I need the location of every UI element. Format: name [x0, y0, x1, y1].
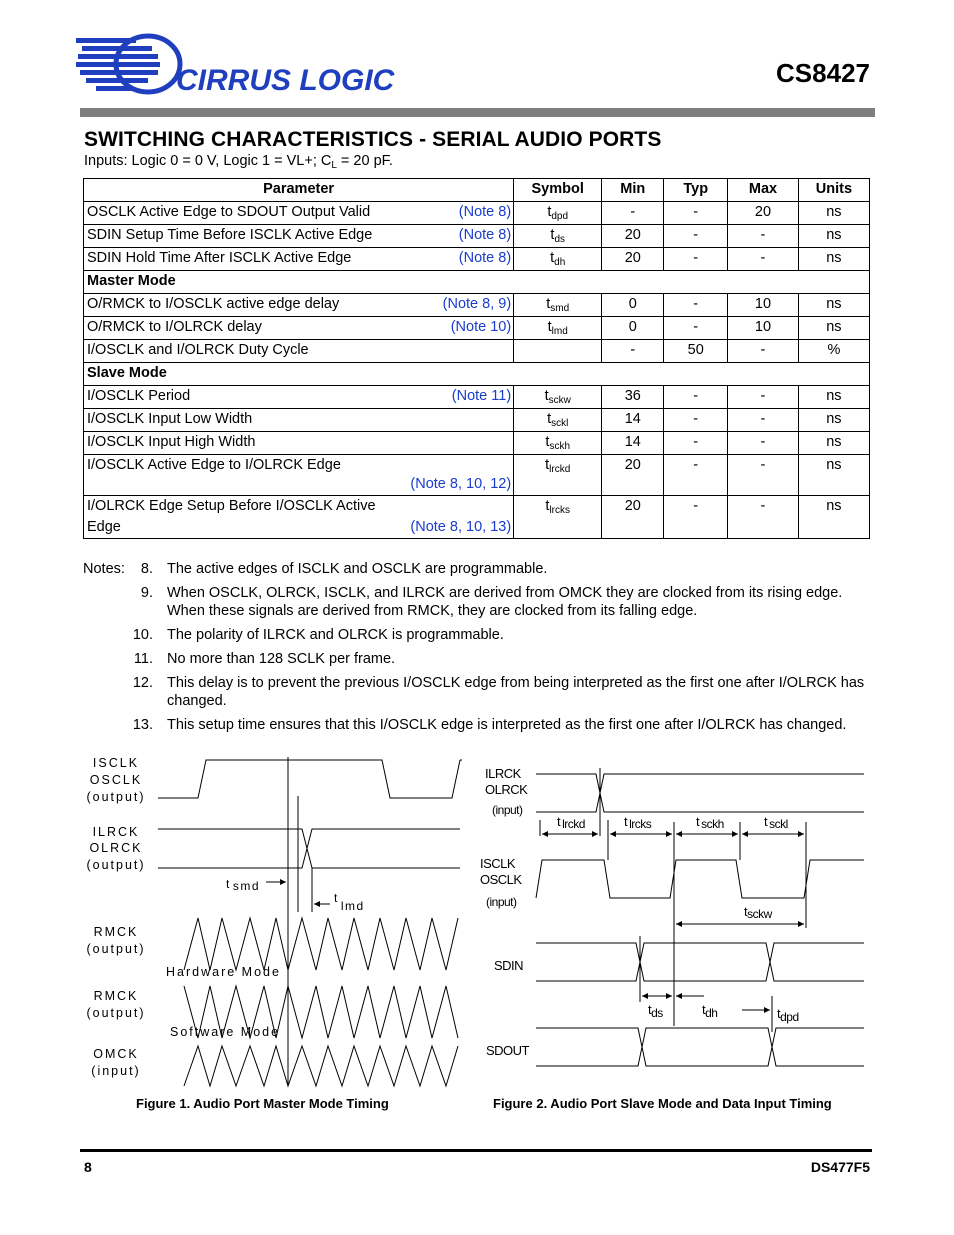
notes-label: Notes: [83, 561, 125, 577]
units-cell: ns [798, 294, 869, 317]
figure1-caption: Figure 1. Audio Port Master Mode Timing [136, 1096, 389, 1111]
fig2-tdh-label: tdh [702, 1002, 718, 1020]
test-conditions: Inputs: Logic 0 = 0 V, Logic 1 = VL+; $C_L = 20$ pF. [84, 153, 393, 171]
max-cell: 20 [728, 202, 799, 225]
note-number: 8. [140, 561, 153, 577]
header-rule [80, 108, 875, 117]
param-cell: I/OSCLK Input Low Width [84, 409, 408, 432]
note-text: This delay is to prevent the previous I/OSCLK edge from being interpreted as the first one after I/OLRCK has changed. [167, 675, 865, 709]
fig2-label-input1: (input) [492, 803, 523, 817]
symbol-cell: $t_{smd}$ [514, 294, 602, 317]
note-text: This setup time ensures that this I/OSCLK edge is interpreted as the first one after I/OLRCK has changed. [167, 717, 847, 733]
cirrus-logic-logo [76, 34, 395, 98]
note-number: 13. [132, 717, 153, 733]
param-cell: I/OLRCK Edge Setup Before I/OSCLK Active Edge [84, 496, 408, 539]
fig2-label-isclk: ISCLK [480, 856, 516, 871]
note-link[interactable]: (Note 8) [458, 204, 512, 220]
col-header-typ: Typ [664, 179, 728, 202]
note-text: The polarity of ILRCK and OLRCK is programmable. [167, 627, 504, 643]
typ-cell: - [664, 409, 728, 432]
units-cell: ns [798, 496, 869, 539]
units-cell: ns [798, 409, 869, 432]
fig1-label-input: (input) [91, 1064, 141, 1078]
col-header-symbol: Symbol [514, 179, 602, 202]
typ-cell: - [664, 386, 728, 409]
param-cell: I/OSCLK Period [84, 386, 408, 409]
symbol-cell: $t_{lrckd}$ [514, 455, 602, 496]
max-cell: - [728, 340, 799, 363]
fig2-label-ilrck: ILRCK [485, 766, 521, 781]
fig1-label-rmck-hw: RMCK [93, 925, 139, 939]
notes-section [83, 560, 873, 740]
min-cell: 0 [602, 294, 664, 317]
fig2-sdin-waveform-b [536, 943, 864, 981]
note-item [83, 674, 873, 710]
table-row [84, 248, 870, 271]
param-cell: SDIN Hold Time After ISCLK Active Edge [84, 248, 408, 271]
fig2-label-input2: (input) [486, 895, 517, 909]
param-cell: O/RMCK to I/OLRCK delay [84, 317, 408, 340]
typ-cell: - [664, 432, 728, 455]
note-link[interactable]: (Note 8) [458, 250, 512, 266]
note-ref [407, 432, 513, 455]
table-row [84, 432, 870, 455]
col-header-units: Units [798, 179, 869, 202]
fig1-label-output1: (output) [86, 790, 146, 804]
fig2-sdout-waveform-b [536, 1028, 864, 1066]
figure1-master-mode-timing [80, 752, 480, 1092]
fig2-label-sdin: SDIN [494, 958, 524, 973]
note-ref [407, 248, 513, 271]
note-item [83, 626, 873, 644]
table-row [84, 202, 870, 225]
fig1-label-olrck: OLRCK [89, 841, 143, 855]
typ-cell: - [664, 225, 728, 248]
units-cell: % [798, 340, 869, 363]
param-cell: I/OSCLK and I/OLRCK Duty Cycle [84, 340, 408, 363]
typ-cell: 50 [664, 340, 728, 363]
fig1-rmck-hw-waveform [184, 918, 458, 970]
col-header-min: Min [602, 179, 664, 202]
note-link[interactable]: (Note 11) [451, 388, 512, 404]
fig1-label-output2: (output) [86, 858, 146, 872]
fig1-label-ilrck: ILRCK [92, 825, 140, 839]
max-cell: - [728, 386, 799, 409]
note-link[interactable]: (Note 8) [458, 227, 512, 243]
fig2-tsckl-label: t sckl [764, 814, 788, 831]
logo-text: CIRRUS LOGIC [176, 64, 395, 97]
note-text: When OSCLK, OLRCK, ISCLK, and ILRCK are derived from OMCK they are clocked from its rising edge. When these signals are derived from RMCK, they are clocked from its falling edge. [167, 585, 843, 619]
fig2-tlrckd-label: t lrckd [557, 814, 585, 831]
fig1-lrck-waveform-a [158, 829, 460, 868]
min-cell: 0 [602, 317, 664, 340]
table-row [84, 386, 870, 409]
page-number: 8 [84, 1159, 92, 1175]
param-cell: I/OSCLK Active Edge to I/OLRCK Edge [84, 455, 408, 496]
units-cell: ns [798, 455, 869, 496]
typ-cell: - [664, 202, 728, 225]
fig2-lrck-waveform-a [536, 774, 864, 812]
typ-cell: - [664, 248, 728, 271]
fig1-label-output3: (output) [86, 942, 146, 956]
table-row [84, 317, 870, 340]
fig2-label-osclk: OSCLK [480, 872, 522, 887]
document-number: DS477F5 [810, 1159, 870, 1175]
table-row [84, 294, 870, 317]
fig2-label-olrck: OLRCK [485, 782, 528, 797]
min-cell: 14 [602, 409, 664, 432]
note-ref [407, 225, 513, 248]
note-number: 9. [140, 585, 153, 601]
fig1-hardware-mode-label: Hardware Mode [166, 965, 281, 979]
max-cell: - [728, 409, 799, 432]
section-heading: Master Mode [84, 271, 870, 294]
fig2-tdpd-label: tdpd [777, 1006, 799, 1024]
min-cell: 20 [602, 225, 664, 248]
symbol-cell: $t_{ds}$ [514, 225, 602, 248]
fig1-label-output4: (output) [86, 1006, 146, 1020]
table-row [84, 455, 870, 496]
fig1-tlmd-label: tlmd [334, 891, 365, 913]
col-header-max: Max [728, 179, 799, 202]
note-ref [407, 455, 513, 496]
fig2-sdin-waveform-a [536, 943, 864, 981]
note-text: No more than 128 SCLK per frame. [167, 651, 396, 667]
max-cell: - [728, 248, 799, 271]
section-heading: Slave Mode [84, 363, 870, 386]
note-link[interactable]: (Note 8, 9) [442, 296, 512, 312]
fig1-label-omck: OMCK [93, 1047, 139, 1061]
note-link[interactable]: (Note 8, 10, 13) [410, 519, 512, 535]
max-cell: - [728, 225, 799, 248]
table-row [84, 496, 870, 539]
note-number: 10. [132, 627, 153, 643]
min-cell: 14 [602, 432, 664, 455]
units-cell: ns [798, 202, 869, 225]
note-ref [407, 496, 513, 539]
units-cell: ns [798, 248, 869, 271]
part-number: CS8427 [776, 58, 870, 88]
fig1-omck-waveform [184, 1046, 458, 1086]
note-ref [407, 340, 513, 363]
fig1-label-isclk: ISCLK [92, 756, 140, 770]
table-row [84, 340, 870, 363]
section-title: SWITCHING CHARACTERISTICS - SERIAL AUDIO PORTS [84, 128, 662, 151]
fig2-sdout-waveform-a [536, 1028, 864, 1066]
max-cell: - [728, 455, 799, 496]
fig2-tds-label: tds [648, 1002, 663, 1020]
note-number: 12. [132, 675, 153, 691]
note-number: 11. [133, 651, 153, 667]
typ-cell: - [664, 455, 728, 496]
table-section-row [84, 271, 870, 294]
max-cell: - [728, 496, 799, 539]
fig2-tlrcks-label: t lrcks [624, 814, 652, 831]
typ-cell: - [664, 294, 728, 317]
symbol-cell: $t_{dpd}$ [514, 202, 602, 225]
fig2-tsckh-label: t sckh [696, 814, 724, 831]
fig1-software-mode-label: Software Mode [170, 1025, 281, 1039]
table-section-row [84, 363, 870, 386]
fig1-lrck-waveform-b [158, 829, 460, 868]
symbol-cell: $t_{dh}$ [514, 248, 602, 271]
note-ref [407, 386, 513, 409]
footer-rule [80, 1149, 872, 1152]
note-ref [407, 317, 513, 340]
param-cell: I/OSCLK Input High Width [84, 432, 408, 455]
min-cell: 36 [602, 386, 664, 409]
symbol-cell: $t_{sckh}$ [514, 432, 602, 455]
col-header-parameter: Parameter [84, 179, 514, 202]
table-row [84, 409, 870, 432]
min-cell: - [602, 340, 664, 363]
note-item [83, 716, 873, 734]
fig2-sclk-waveform [536, 860, 864, 898]
typ-cell: - [664, 496, 728, 539]
note-text: The active edges of ISCLK and OSCLK are programmable. [167, 561, 548, 577]
min-cell: 20 [602, 248, 664, 271]
symbol-cell [514, 340, 602, 363]
note-item [83, 650, 873, 668]
param-cell: O/RMCK to I/OSCLK active edge delay [84, 294, 408, 317]
fig1-label-rmck-sw: RMCK [93, 989, 139, 1003]
table-header-row [84, 179, 870, 202]
units-cell: ns [798, 386, 869, 409]
fig1-sclk-waveform [158, 760, 460, 798]
param-cell: OSCLK Active Edge to SDOUT Output Valid [84, 202, 408, 225]
min-cell: 20 [602, 496, 664, 539]
max-cell: - [728, 432, 799, 455]
note-item [83, 560, 873, 578]
max-cell: 10 [728, 317, 799, 340]
fig2-label-sdout: SDOUT [486, 1043, 529, 1058]
note-ref [407, 202, 513, 225]
fig1-label-osclk: OSCLK [89, 773, 143, 787]
switching-characteristics-table [83, 178, 870, 539]
typ-cell: - [664, 317, 728, 340]
fig1-tsmd-label: t smd [226, 877, 261, 893]
units-cell: ns [798, 432, 869, 455]
param-cell: SDIN Setup Time Before ISCLK Active Edge [84, 225, 408, 248]
units-cell: ns [798, 317, 869, 340]
symbol-cell: $t_{lrcks}$ [514, 496, 602, 539]
fig2-tsckw-label: tsckw [744, 904, 772, 921]
min-cell: - [602, 202, 664, 225]
units-cell: ns [798, 225, 869, 248]
note-link[interactable]: (Note 8, 10, 12) [410, 476, 512, 492]
min-cell: 20 [602, 455, 664, 496]
figure2-caption: Figure 2. Audio Port Slave Mode and Data Input Timing [493, 1096, 832, 1111]
note-ref [407, 294, 513, 317]
table-row [84, 225, 870, 248]
symbol-cell: $t_{sckl}$ [514, 409, 602, 432]
symbol-cell: $t_{sckw}$ [514, 386, 602, 409]
fig2-lrck-waveform-b [536, 774, 864, 812]
note-ref [407, 409, 513, 432]
max-cell: 10 [728, 294, 799, 317]
note-link[interactable]: (Note 10) [450, 319, 512, 335]
figure2-slave-mode-timing [478, 756, 878, 1086]
symbol-cell: $t_{lmd}$ [514, 317, 602, 340]
note-item [83, 584, 873, 620]
